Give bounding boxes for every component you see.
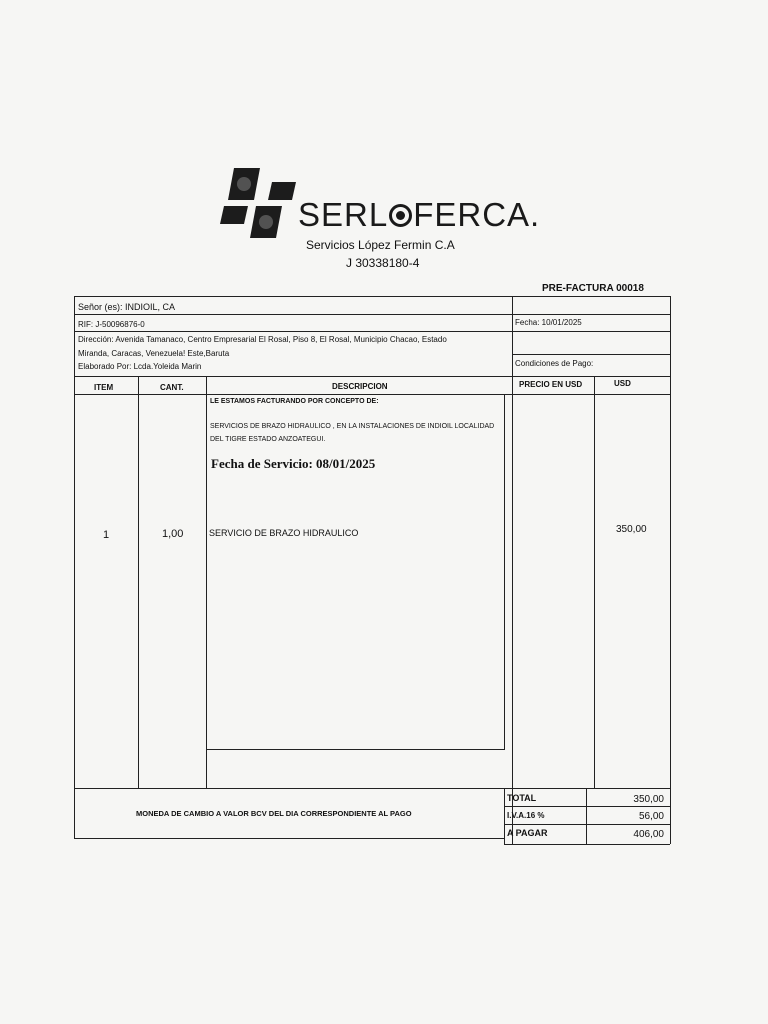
client-name: Señor (es): INDIOIL, CA — [78, 302, 176, 312]
prepared-by: Elaborado Por: Lcda.Yoleida Marin — [78, 362, 202, 371]
document-title: PRE-FACTURA 00018 — [542, 283, 644, 294]
company-rif: J 30338180-4 — [346, 256, 420, 270]
iva-label: I.V.A.16 % — [507, 811, 545, 820]
total-value: 350,00 — [633, 794, 664, 805]
company-logo-mark — [220, 166, 300, 238]
invoice-date: Fecha: 10/01/2025 — [515, 318, 582, 327]
client-rif: RIF: J-50096876-0 — [78, 320, 145, 329]
payment-conditions: Condiciones de Pago: — [515, 359, 594, 368]
iva-value: 56,00 — [638, 811, 664, 822]
row-description: SERVICIO DE BRAZO HIDRAULICO — [209, 528, 359, 538]
header-usd: USD — [614, 379, 631, 388]
concept-line1: SERVICIOS DE BRAZO HIDRAULICO , EN LA INSTALACIONES DE INDIOIL LOCALIDAD — [210, 423, 495, 430]
header-precio: PRECIO EN USD — [519, 380, 583, 389]
row-cant: 1,00 — [162, 528, 184, 540]
header-descripcion: DESCRIPCION — [332, 382, 388, 391]
service-date: Fecha de Servicio: 08/01/2025 — [211, 456, 376, 471]
row-usd: 350,00 — [616, 524, 647, 535]
concept-intro: LE ESTAMOS FACTURANDO POR CONCEPTO DE: — [210, 398, 379, 405]
client-address-line1: Dirección: Avenida Tamanaco, Centro Empresarial El Rosal, Piso 8, El Rosal, Municipio Chacao, Estado — [78, 335, 447, 344]
exchange-note: MONEDA DE CAMBIO A VALOR BCV DEL DIA CORRESPONDIENTE AL PAGO — [136, 809, 412, 818]
header-item: ITEM — [94, 383, 114, 392]
row-item: 1 — [103, 529, 110, 541]
company-brand — [298, 196, 540, 234]
header-cant: CANT. — [160, 383, 184, 392]
concept-line2: DEL TIGRE ESTADO ANZOATEGUI. — [210, 436, 326, 443]
brand-part-2: FERCA. — [413, 196, 541, 233]
brand-o-icon — [389, 204, 412, 227]
total-label: TOTAL — [507, 793, 537, 803]
pagar-label: A PAGAR — [507, 828, 548, 838]
client-address-line2: Miranda, Caracas, Venezuela! Este,Baruta — [78, 349, 230, 358]
pagar-value: 406,00 — [633, 829, 664, 840]
brand-part-1: SERL — [298, 196, 389, 233]
company-legal-name: Servicios López Fermin C.A — [306, 238, 455, 252]
